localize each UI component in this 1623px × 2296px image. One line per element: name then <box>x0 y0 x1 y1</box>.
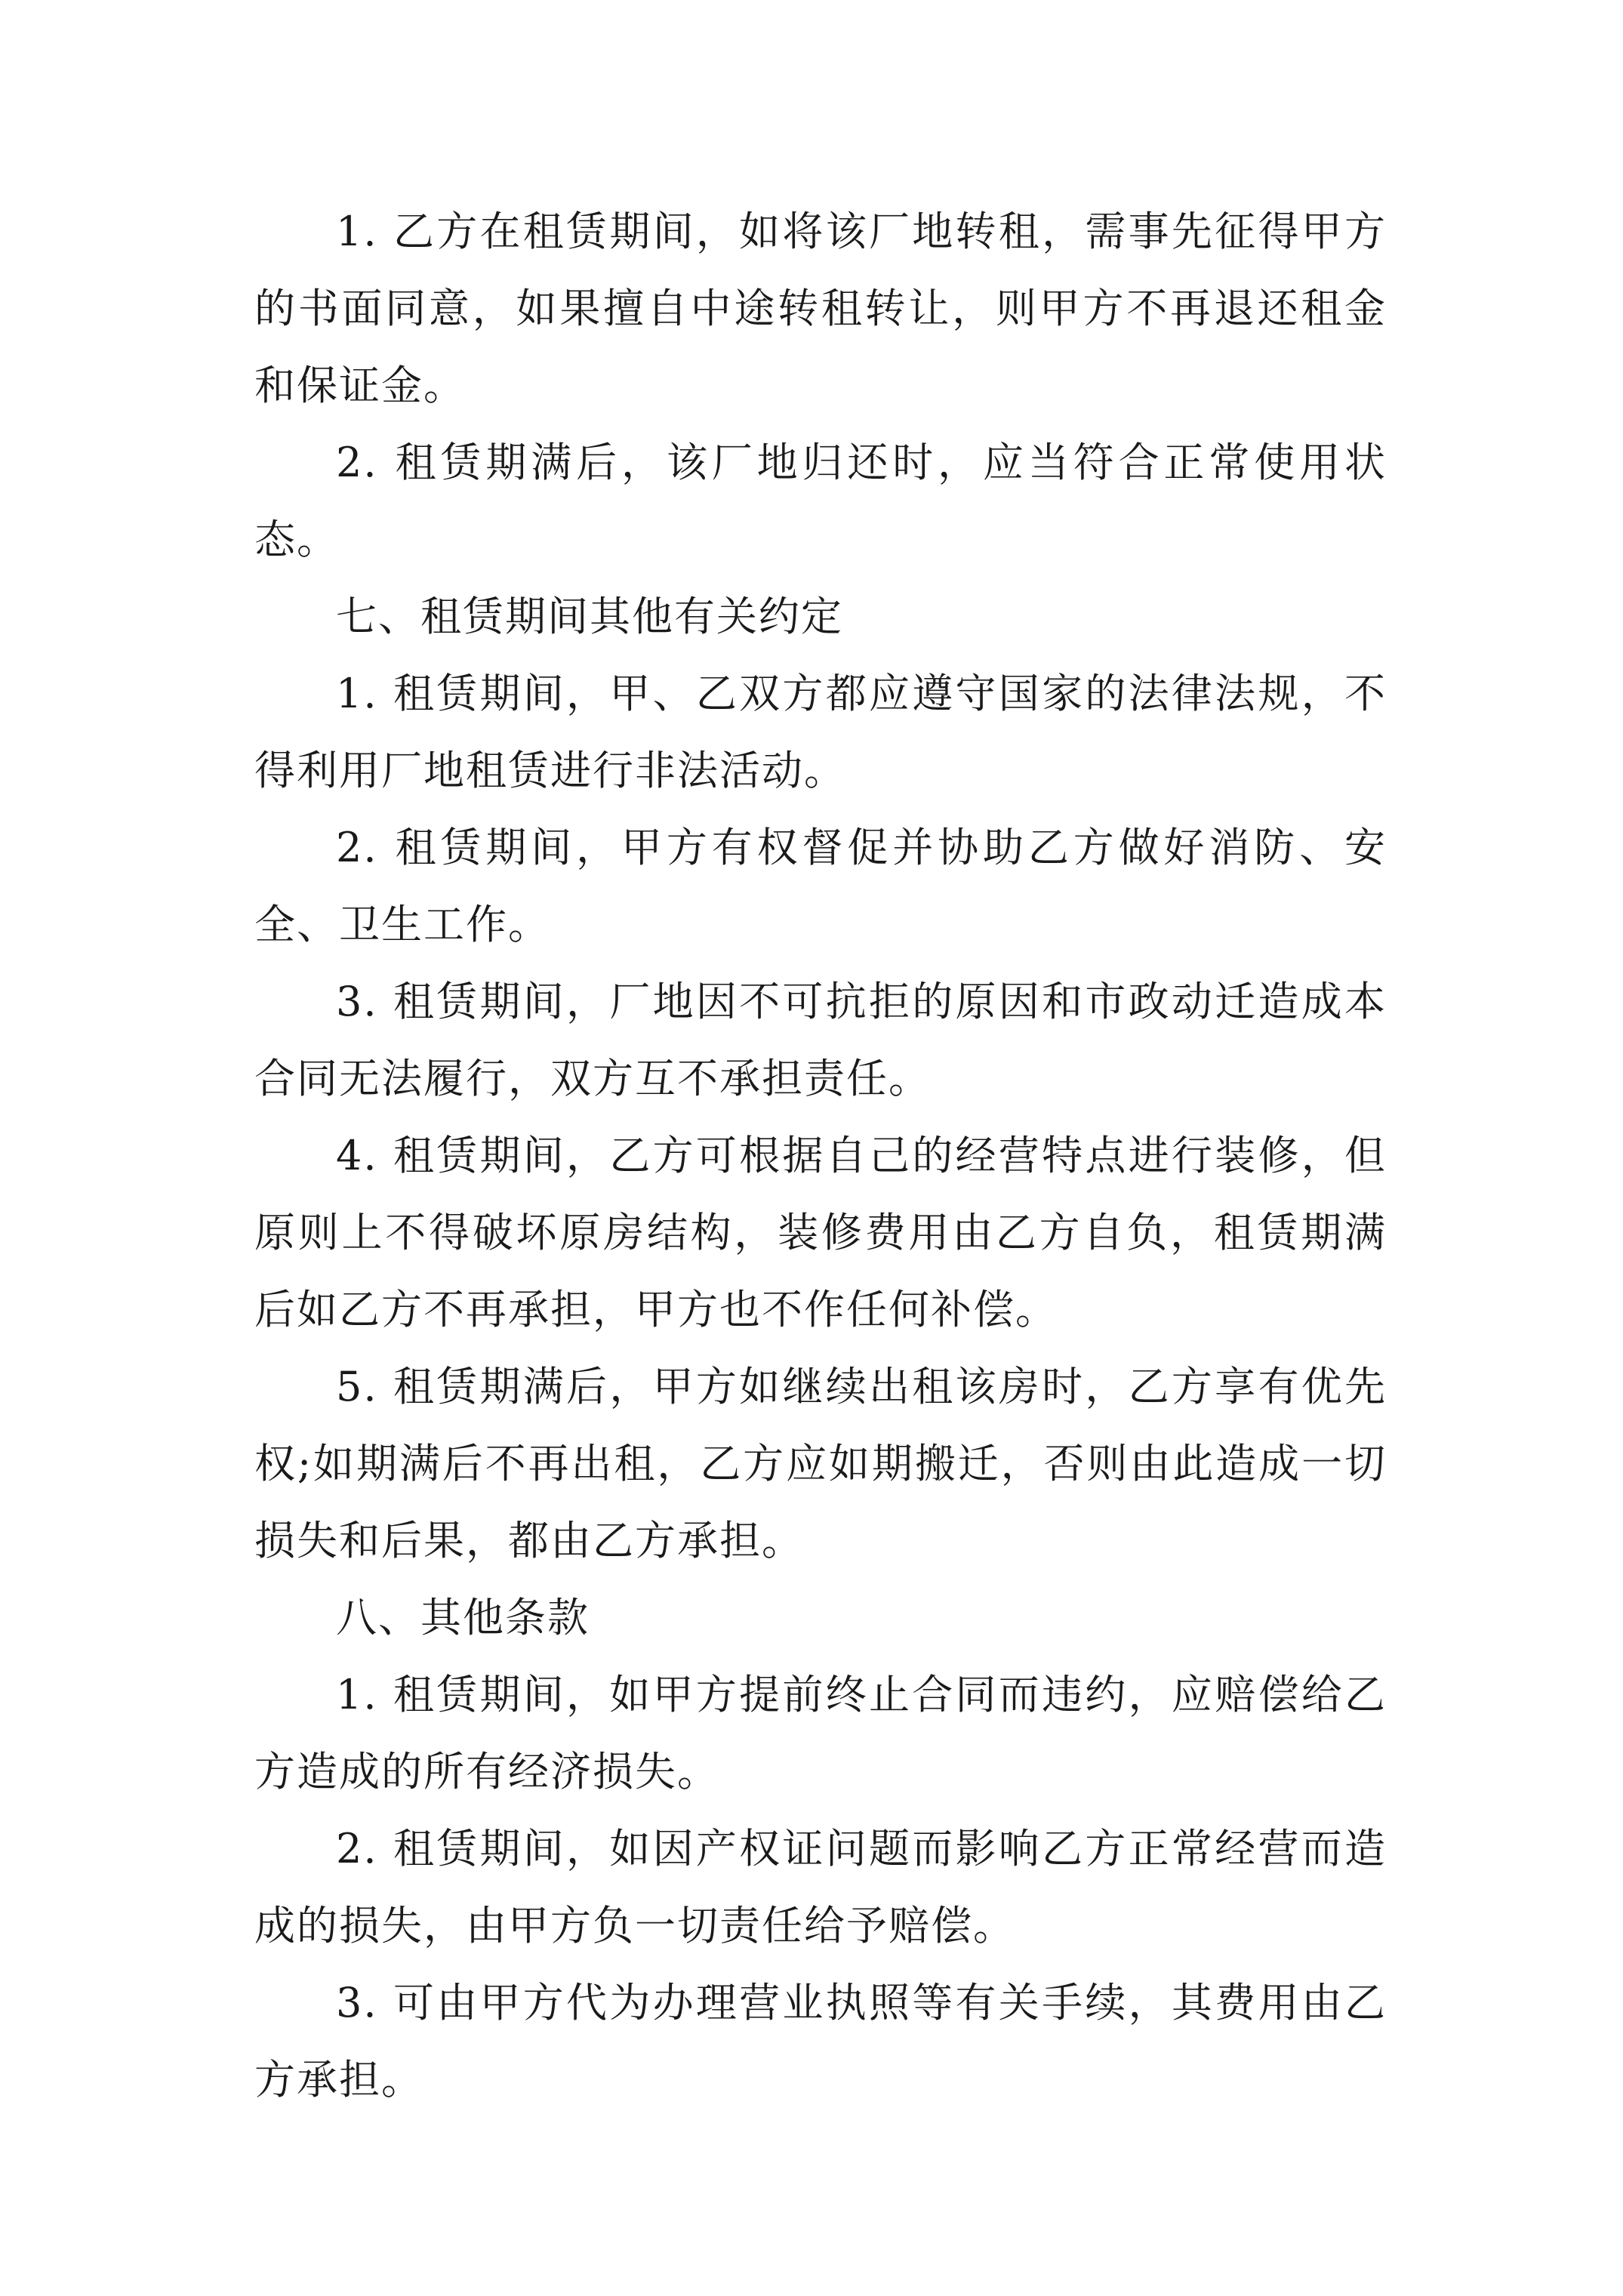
paragraph-clause-8-1: 1. 租赁期间，如甲方提前终止合同而违约，应赔偿给乙方造成的所有经济损失。 <box>254 1671 1387 1795</box>
document-body <box>254 193 1387 2119</box>
paragraph-clause-1: 1. 乙方在租赁期间，如将该厂地转租，需事先征得甲方的书面同意，如果擅自中途转租转让，则甲方不再退还租金和保证金。 <box>254 208 1387 409</box>
paragraph-clause-7-1: 1. 租赁期间，甲、乙双方都应遵守国家的法律法规，不得利用厂地租赁进行非法活动。 <box>254 670 1387 794</box>
paragraph-clause-8-3: 3. 可由甲方代为办理营业执照等有关手续，其费用由乙方承担。 <box>254 1979 1387 2103</box>
paragraph-clause-7-3: 3. 租赁期间，厂地因不可抗拒的原因和市政动迁造成本合同无法履行，双方互不承担责任。 <box>254 978 1387 1102</box>
paragraph-clause-7-5: 5. 租赁期满后，甲方如继续出租该房时，乙方享有优先权;如期满后不再出租，乙方应如期搬迁，否则由此造成一切损失和后果，都由乙方承担。 <box>254 1363 1387 1564</box>
paragraph-clause-2: 2. 租赁期满后，该厂地归还时，应当符合正常使用状态。 <box>254 439 1387 563</box>
paragraph-clause-7-2: 2. 租赁期间，甲方有权督促并协助乙方做好消防、安全、卫生工作。 <box>254 824 1387 948</box>
section-heading-7: 七、租赁期间其他有关约定 <box>336 593 843 640</box>
paragraph-clause-7-4: 4. 租赁期间，乙方可根据自己的经营特点进行装修，但原则上不得破坏原房结构，装修费用由乙方自负，租赁期满后如乙方不再承担，甲方也不作任何补偿。 <box>254 1132 1387 1333</box>
section-heading-8: 八、其他条款 <box>336 1594 590 1641</box>
paragraph-clause-8-2: 2. 租赁期间，如因产权证问题而影响乙方正常经营而造成的损失，由甲方负一切责任给予赔偿。 <box>254 1825 1387 1949</box>
